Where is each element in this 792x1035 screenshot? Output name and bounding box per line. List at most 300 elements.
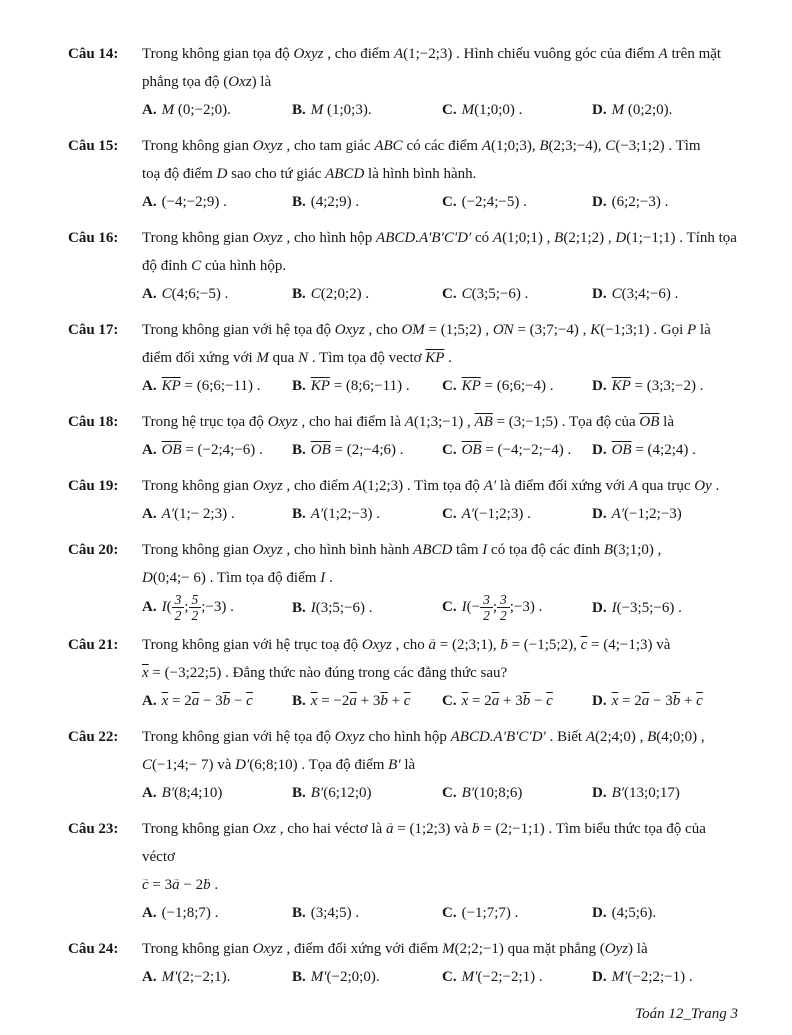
option-b	[292, 188, 442, 216]
option-text: A′(1;2;−3) .	[310, 506, 381, 522]
option-letter: D.	[592, 442, 607, 458]
math-italic: A	[628, 478, 639, 494]
option-letter: C.	[442, 969, 457, 986]
question-body	[142, 472, 742, 528]
option-text: (−1;8;7) .	[161, 905, 219, 922]
vector-overline: $\overline{x}$	[461, 693, 469, 710]
vector-arrow: a →	[429, 631, 437, 659]
option-text: I(−3;5;−6) .	[611, 599, 682, 616]
math-italic: Oxyz	[252, 138, 283, 154]
option-text: $\overline{x} = 2\overline{a} + 3\overline{b} - \overline{c}$	[461, 693, 553, 710]
option-d	[592, 96, 742, 124]
stem-line: Trong không gian với hệ tọa độ Oxyz , cho OM → = (1;5;2) , ON → = (3;7;−4) , K(−1;3;1) . Gọi P là	[142, 316, 742, 344]
option-c	[442, 96, 592, 124]
math-italic: K	[590, 322, 601, 338]
option-letter: A.	[142, 194, 157, 210]
question-item	[68, 536, 742, 623]
option-letter: D.	[592, 785, 607, 802]
question-number: Câu 21:	[68, 637, 119, 654]
option-letter: D.	[592, 194, 607, 210]
question-body	[142, 224, 742, 308]
answer-options	[142, 779, 742, 807]
option-text: $\overline{KP}$ = (6;6;−4) .	[461, 378, 554, 394]
math-italic: C	[310, 286, 321, 302]
question-number: Câu 14:	[68, 46, 119, 62]
option-letter: A.	[142, 598, 157, 615]
math-italic: Oyz	[604, 941, 629, 958]
vector-overline: $\overline{b}$	[672, 693, 681, 710]
option-d	[592, 436, 742, 464]
question-number: Câu 18:	[68, 414, 119, 430]
math-italic: B′	[310, 785, 324, 802]
option-letter: D.	[592, 378, 607, 394]
math-italic: A′	[161, 506, 175, 522]
math-italic: Oxz	[252, 821, 277, 838]
question-item	[68, 723, 742, 807]
option-text: $\overline{OB}$ = (2;−4;6) .	[310, 442, 404, 458]
math-italic: B′	[611, 785, 625, 802]
math-italic: Oxyz	[334, 322, 365, 338]
option-text: M′(2;−2;1).	[161, 969, 231, 986]
option-a	[142, 500, 292, 528]
option-d	[592, 963, 742, 991]
stem-line: c → = 3a → − 2b → .	[142, 871, 742, 899]
math-italic: A′	[611, 506, 625, 522]
option-text: C(2;0;2) .	[310, 286, 370, 302]
question-item	[68, 40, 742, 124]
vector-arrow: b →	[203, 871, 211, 899]
option-letter: C.	[442, 506, 457, 522]
math-italic: C	[161, 286, 172, 302]
option-text: $\overline{x} = -2\overline{a} + 3\overline{b} + \overline{c}$	[310, 693, 411, 710]
option-text: (4;2;9) .	[310, 194, 360, 210]
option-text: M′(−2;−2;1) .	[461, 969, 543, 986]
option-a	[142, 96, 292, 124]
vector-overline: $\overline{a}$	[491, 693, 500, 710]
fraction	[480, 592, 493, 623]
page-footer	[68, 999, 742, 1035]
math-italic: A′	[461, 506, 475, 522]
vector-arrow: ON →	[493, 316, 514, 344]
vector-overline: $\overline{c}$	[246, 693, 253, 710]
option-b	[292, 500, 442, 528]
math-italic: C	[611, 286, 622, 302]
option-b	[292, 779, 442, 807]
math-italic: ABCD	[413, 542, 453, 558]
stem-line: Trong hệ trục tọa độ Oxyz , cho hai điểm là A(1;3;−1) , $\overline{AB}$ = (3;−1;5) . Tọa độ của $\overline{OB}$ là	[142, 414, 674, 430]
option-text: M′(−2;0;0).	[310, 969, 380, 986]
option-letter: C.	[442, 598, 457, 615]
option-c	[442, 592, 592, 623]
math-italic: ABC	[374, 138, 403, 154]
question-stem	[142, 224, 742, 280]
answer-options	[142, 592, 742, 623]
fraction	[172, 592, 185, 623]
vector-arrow: c →	[142, 871, 149, 899]
option-text: (4;5;6).	[611, 905, 657, 922]
option-a	[142, 436, 292, 464]
question-body	[142, 935, 742, 991]
answer-options	[142, 280, 742, 308]
option-letter: B.	[292, 599, 306, 616]
question-stem	[142, 40, 742, 96]
math-italic: B	[647, 729, 657, 746]
fraction-denominator: 2	[499, 608, 507, 624]
math-italic: D′	[235, 757, 250, 774]
vector-overline: $\overline{KP}$	[611, 378, 631, 394]
question-body	[142, 408, 742, 464]
vector-overline: $\overline{b}$	[222, 693, 231, 710]
fraction-denominator: 2	[483, 608, 490, 624]
option-b	[292, 372, 442, 400]
option-text: $\overline{x} = 2\overline{a} - 3\overline{b} + \overline{c}$	[611, 693, 703, 710]
vector-arrow: a →	[172, 871, 180, 899]
question-number: Câu 17:	[68, 322, 119, 338]
math-italic: B′	[461, 785, 475, 802]
option-a	[142, 899, 292, 927]
question-number: Câu 23:	[68, 821, 119, 838]
question-body	[142, 723, 742, 807]
stem-line: toạ độ điểm D sao cho tứ giác ABCD là hình bình hành.	[142, 166, 477, 182]
answer-options	[142, 963, 742, 991]
vector-overline: $\overline{x}$	[611, 693, 619, 710]
option-a	[142, 188, 292, 216]
option-b	[292, 96, 442, 124]
option-letter: C.	[442, 102, 457, 118]
option-text: M (0;2;0).	[611, 102, 673, 118]
question-item	[68, 815, 742, 927]
option-letter: B.	[292, 442, 306, 458]
math-italic: I	[461, 598, 467, 615]
vector-overline: $\overline{b}$	[522, 693, 531, 710]
question-stem	[142, 815, 742, 899]
vector-overline: $\overline{x}$	[142, 665, 149, 682]
math-italic: B′	[388, 757, 401, 774]
vector-overline: $\overline{c}$	[546, 693, 553, 710]
question-number: Câu 19:	[68, 478, 119, 494]
vector-overline: $\overline{AB}$	[474, 414, 493, 430]
fraction	[189, 592, 202, 623]
option-b	[292, 899, 442, 927]
question-body	[142, 40, 742, 124]
option-text: $\overline{KP}$ = (8;6;−11) .	[310, 378, 410, 394]
stem-line: Trong không gian Oxyz , cho điểm A(1;2;3) . Tìm tọa độ A′ là điểm đối xứng với A qua trục Oy .	[142, 478, 720, 494]
option-letter: C.	[442, 378, 457, 394]
stem-line: Trong không gian với hệ trục toạ độ Oxyz , cho a → = (2;3;1), b → = (−1;5;2), $\overline{c}$ = (4;−1;3) và	[142, 631, 742, 659]
option-letter: A.	[142, 506, 157, 522]
math-italic: A	[481, 138, 491, 154]
option-text: $\overline{OB}$ = (4;2;4) .	[611, 442, 696, 458]
option-text: M (0;−2;0).	[161, 102, 231, 118]
math-italic: I	[161, 598, 167, 615]
vector-overline: $\overline{a}$	[349, 693, 357, 710]
math-italic: M′	[161, 969, 178, 986]
stem-line: Trong không gian Oxyz , cho hình hộp ABCD.A′B′C′D′ có A(1;0;1) , B(2;1;2) , D(1;−1;1) . Tính tọa	[142, 230, 737, 246]
question-body	[142, 815, 742, 927]
fraction-denominator: 2	[191, 608, 199, 624]
question-item	[68, 132, 742, 216]
question-item	[68, 631, 742, 715]
option-letter: A.	[142, 693, 157, 710]
option-letter: A.	[142, 442, 157, 458]
option-text: I(3;5;−6) .	[310, 599, 373, 616]
option-text: $\overline{KP}$ = (6;6;−11) .	[161, 378, 261, 394]
option-d	[592, 188, 742, 216]
option-text: A′(1;− 2;3) .	[161, 506, 235, 522]
option-c	[442, 372, 592, 400]
question-number: Câu 15:	[68, 138, 119, 154]
question-stem	[142, 408, 742, 436]
option-letter: B.	[292, 194, 306, 210]
question-list	[68, 40, 742, 999]
vector-overline: $\overline{a}$	[641, 693, 650, 710]
option-text: (−1;7;7) .	[461, 905, 519, 922]
option-b	[292, 963, 442, 991]
option-letter: D.	[592, 693, 607, 710]
math-italic: B	[539, 138, 549, 154]
math-italic: C	[605, 138, 616, 154]
option-d	[592, 899, 742, 927]
vector-arrow: a →	[386, 815, 394, 843]
vector-overline: $\overline{c}$	[403, 693, 411, 710]
option-c	[442, 436, 592, 464]
math-italic: I	[611, 599, 617, 616]
math-italic: D	[615, 230, 627, 246]
math-italic: M	[256, 350, 269, 366]
option-a	[142, 963, 292, 991]
stem-line: Trong không gian Oxz , cho hai véctơ là a → = (1;2;3) và b → = (2;−1;1) . Tìm biểu thức tọa độ của véctơ	[142, 815, 742, 871]
question-stem	[142, 723, 742, 779]
answer-options	[142, 188, 742, 216]
math-italic: A	[353, 478, 363, 494]
math-italic: ABCD	[325, 166, 365, 182]
option-c	[442, 963, 592, 991]
option-letter: B.	[292, 378, 306, 394]
math-italic: I	[320, 570, 326, 586]
fraction	[497, 592, 510, 623]
vector-overline: $\overline{OB}$	[310, 442, 331, 458]
option-letter: B.	[292, 693, 306, 710]
question-number: Câu 16:	[68, 230, 119, 246]
math-italic: M′	[461, 969, 478, 986]
option-b	[292, 687, 442, 715]
math-italic: I	[310, 599, 316, 616]
option-letter: D.	[592, 599, 607, 616]
option-c	[442, 280, 592, 308]
math-italic: Oy	[694, 478, 712, 494]
option-text: M′(−2;2;−1) .	[611, 969, 693, 986]
option-text: B′(8;4;10)	[161, 785, 223, 802]
math-italic: Oxyz	[334, 729, 365, 746]
option-a	[142, 372, 292, 400]
question-item	[68, 316, 742, 400]
vector-overline: $\overline{OB}$	[461, 442, 482, 458]
question-body	[142, 316, 742, 400]
math-italic: Oxyz	[252, 941, 283, 958]
option-c	[442, 687, 592, 715]
math-italic: A	[404, 414, 414, 430]
stem-line: Trong không gian tọa độ Oxyz , cho điểm A(1;−2;3) . Hình chiếu vuông góc của điểm A trên mặt	[142, 46, 722, 62]
question-item	[68, 935, 742, 991]
stem-line: C(−1;4;− 7) và D′(6;8;10) . Tọa độ điểm B′ là	[142, 757, 416, 774]
option-letter: B.	[292, 905, 306, 922]
option-text: (−2;4;−5) .	[461, 194, 527, 210]
option-letter: C.	[442, 442, 457, 458]
math-italic: A	[658, 46, 668, 62]
stem-line: Trong không gian Oxyz , cho tam giác ABC có các điểm A(1;0;3), B(2;3;−4), C(−3;1;2) . Tìm	[142, 138, 701, 154]
option-d	[592, 687, 742, 715]
math-italic: M′	[310, 969, 327, 986]
question-number: Câu 20:	[68, 542, 119, 558]
option-b	[292, 280, 442, 308]
math-italic: A′	[483, 478, 497, 494]
math-italic: M	[611, 102, 625, 118]
question-body	[142, 132, 742, 216]
math-italic: Oxyz	[267, 414, 298, 430]
math-italic: ABCD.A′B′C′D′	[450, 729, 546, 746]
math-italic: B′	[161, 785, 175, 802]
math-italic: B	[554, 230, 564, 246]
stem-line: D(0;4;− 6) . Tìm tọa độ điểm I .	[142, 570, 333, 586]
option-letter: D.	[592, 506, 607, 522]
vector-overline: $\overline{KP}$	[161, 378, 181, 394]
vector-overline: $\overline{KP}$	[425, 350, 445, 366]
option-letter: C.	[442, 194, 457, 210]
option-text: C(3;4;−6) .	[611, 286, 679, 302]
answer-options	[142, 899, 742, 927]
math-italic: C	[191, 258, 202, 274]
option-letter: A.	[142, 969, 157, 986]
stem-line: độ đỉnh C của hình hộp.	[142, 258, 287, 274]
option-c	[442, 779, 592, 807]
math-italic: ABCD.A′B′C′D′	[376, 230, 472, 246]
option-text: (−4;−2;9) .	[161, 194, 227, 210]
question-stem	[142, 935, 742, 963]
option-d	[592, 500, 742, 528]
vector-overline: $\overline{b}$	[380, 693, 388, 710]
option-a	[142, 779, 292, 807]
option-letter: C.	[442, 693, 457, 710]
option-letter: A.	[142, 905, 157, 922]
option-letter: A.	[142, 785, 157, 802]
math-italic: Oxyz	[252, 478, 283, 494]
option-letter: A.	[142, 286, 157, 302]
fraction-numerator: 3	[480, 592, 493, 608]
question-stem	[142, 631, 742, 687]
option-text: C(3;5;−6) .	[461, 286, 529, 302]
option-letter: A.	[142, 378, 157, 394]
option-text: A′(−1;2;−3)	[611, 506, 682, 522]
option-text: I(− $\frac{3}{2}$ ; $\frac{3}{2}$ ;−3) .	[461, 592, 543, 624]
option-text: M (1;0;3).	[310, 102, 372, 118]
question-item	[68, 472, 742, 528]
option-letter: D.	[592, 969, 607, 986]
option-letter: B.	[292, 286, 306, 302]
vector-arrow: b →	[500, 631, 508, 659]
option-b	[292, 594, 442, 622]
option-a	[142, 687, 292, 715]
math-italic: A′	[310, 506, 324, 522]
option-text: B′(10;8;6)	[461, 785, 523, 802]
option-letter: A.	[142, 102, 157, 118]
math-italic: M	[461, 102, 475, 118]
math-italic: M′	[611, 969, 628, 986]
option-text: A′(−1;2;3) .	[461, 506, 531, 522]
vector-arrow: b →	[472, 815, 480, 843]
question-body	[142, 631, 742, 715]
stem-line: Trong không gian Oxyz , điểm đối xứng với điểm M(2;2;−1) qua mặt phẳng (Oyz) là	[142, 941, 648, 958]
vector-overline: $\overline{OB}$	[639, 414, 660, 430]
math-italic: D	[216, 166, 228, 182]
option-b	[292, 436, 442, 464]
answer-options	[142, 372, 742, 400]
option-a	[142, 280, 292, 308]
fraction-numerator: 3	[497, 592, 510, 608]
question-number: Câu 24:	[68, 941, 119, 958]
math-italic: Oxz	[228, 74, 252, 90]
math-italic: I	[482, 542, 488, 558]
vector-overline: $\overline{x}$	[161, 693, 169, 710]
vector-arrow: OM →	[401, 316, 424, 344]
vector-overline: $\overline{c}$	[696, 693, 703, 710]
option-text: C(4;6;−5) .	[161, 286, 229, 302]
option-d	[592, 280, 742, 308]
question-number: Câu 22:	[68, 729, 119, 746]
option-c	[442, 899, 592, 927]
question-stem	[142, 472, 742, 500]
math-italic: A	[585, 729, 595, 746]
math-italic: M	[310, 102, 324, 118]
math-italic: B	[603, 542, 614, 558]
option-d	[592, 594, 742, 622]
option-letter: C.	[442, 905, 457, 922]
math-italic: A	[393, 46, 404, 62]
option-c	[442, 500, 592, 528]
vector-overline: $\overline{KP}$	[461, 378, 481, 394]
vector-overline: $\overline{c}$	[580, 637, 588, 654]
answer-options	[142, 500, 742, 528]
option-text: B′(13;0;17)	[611, 785, 680, 802]
stem-line: phẳng tọa độ (Oxz) là	[142, 74, 272, 90]
math-italic: A	[492, 230, 503, 246]
math-italic: C	[142, 757, 153, 774]
question-stem	[142, 536, 742, 592]
math-italic: Oxyz	[252, 230, 283, 246]
option-letter: C.	[442, 785, 457, 802]
option-a	[142, 592, 292, 623]
fraction-numerator: 5	[189, 592, 202, 608]
answer-options	[142, 436, 742, 464]
answer-options	[142, 687, 742, 715]
math-italic: M	[442, 941, 455, 958]
option-letter: D.	[592, 102, 607, 118]
option-d	[592, 372, 742, 400]
math-italic: M	[161, 102, 175, 118]
math-italic: P	[687, 322, 697, 338]
stem-line: Trong không gian với hệ tọa độ Oxyz cho hình hộp ABCD.A′B′C′D′ . Biết A(2;4;0) , B(4;0;0) ,	[142, 729, 705, 746]
fraction-denominator: 2	[174, 608, 182, 624]
vector-overline: $\overline{x}$	[310, 693, 318, 710]
stem-line: $\overline{x}$ = (−3;22;5) . Đẳng thức nào đúng trong các đẳng thức sau?	[142, 665, 508, 682]
option-letter: C.	[442, 286, 457, 302]
option-text: M(1;0;0) .	[461, 102, 523, 118]
math-italic: C	[461, 286, 472, 302]
option-letter: D.	[592, 905, 607, 922]
math-italic: Oxyz	[293, 46, 324, 62]
option-c	[442, 188, 592, 216]
math-italic: N	[298, 350, 309, 366]
option-letter: B.	[292, 102, 306, 118]
